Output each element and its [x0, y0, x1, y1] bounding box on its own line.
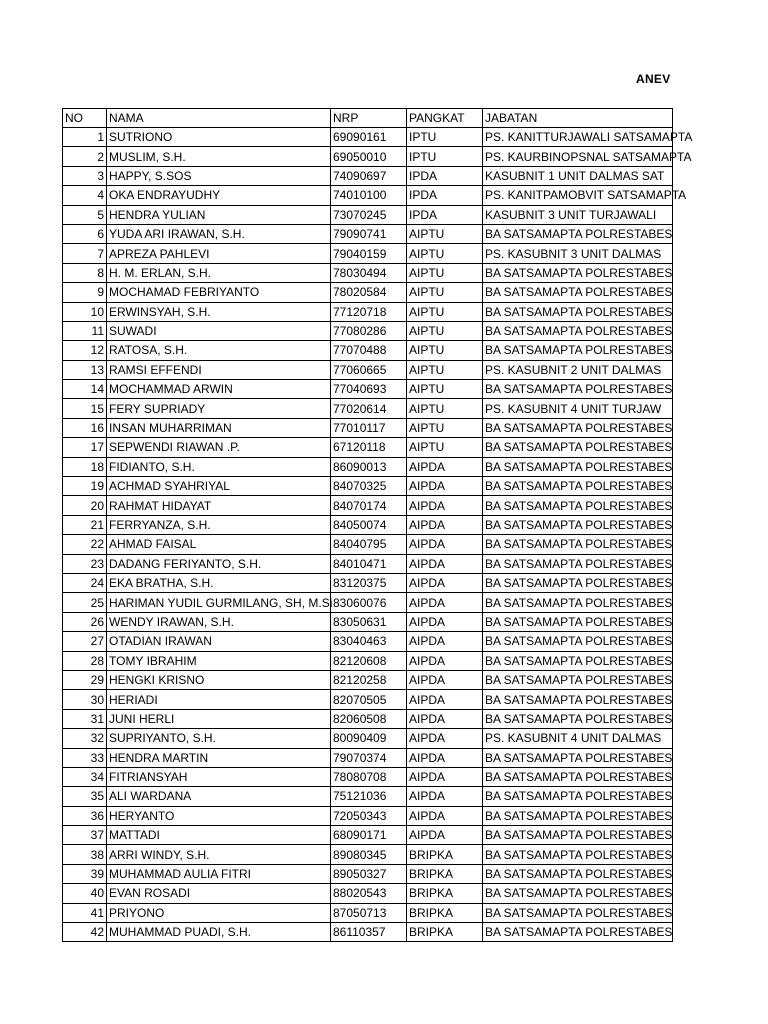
cell-jabatan: PS. KASUBNIT 3 UNIT DALMAS — [483, 244, 673, 263]
cell-jabatan: BA SATSAMAPTA POLRESTABES — [483, 438, 673, 457]
cell-jabatan: BA SATSAMAPTA POLRESTABES — [483, 496, 673, 515]
cell-nama: SUWADI — [107, 321, 331, 340]
cell-pangkat: AIPDA — [407, 767, 483, 786]
cell-nrp: 84070325 — [331, 477, 407, 496]
table-row — [63, 321, 673, 340]
cell-no: 14 — [63, 380, 107, 399]
cell-no: 19 — [63, 477, 107, 496]
table-row — [63, 690, 673, 709]
cell-pangkat: AIPTU — [407, 418, 483, 437]
cell-no: 33 — [63, 748, 107, 767]
cell-nama: HENDRA YULIAN — [107, 205, 331, 224]
cell-nrp: 82060508 — [331, 709, 407, 728]
cell-pangkat: AIPDA — [407, 709, 483, 728]
table-row — [63, 438, 673, 457]
cell-no: 28 — [63, 651, 107, 670]
cell-pangkat: AIPTU — [407, 283, 483, 302]
table-row — [63, 612, 673, 631]
cell-pangkat: AIPTU — [407, 341, 483, 360]
cell-pangkat: AIPTU — [407, 438, 483, 457]
cell-no: 17 — [63, 438, 107, 457]
cell-jabatan: BA SATSAMAPTA POLRESTABES — [483, 593, 673, 612]
table-row — [63, 399, 673, 418]
cell-jabatan: BA SATSAMAPTA POLRESTABES — [483, 612, 673, 631]
table-row — [63, 515, 673, 534]
cell-nrp: 75121036 — [331, 787, 407, 806]
cell-no: 5 — [63, 205, 107, 224]
table-row — [63, 186, 673, 205]
cell-nama: OTADIAN IRAWAN — [107, 632, 331, 651]
cell-jabatan: BA SATSAMAPTA POLRESTABES — [483, 535, 673, 554]
cell-nama: AHMAD FAISAL — [107, 535, 331, 554]
cell-pangkat: BRIPKA — [407, 864, 483, 883]
header-jabatan: JABATAN — [483, 109, 673, 128]
cell-pangkat: AIPDA — [407, 826, 483, 845]
cell-nrp: 67120118 — [331, 438, 407, 457]
cell-nama: HENGKI KRISNO — [107, 670, 331, 689]
cell-jabatan: BA SATSAMAPTA POLRESTABES — [483, 806, 673, 825]
table-row — [63, 418, 673, 437]
cell-nama: INSAN MUHARRIMAN — [107, 418, 331, 437]
cell-no: 32 — [63, 729, 107, 748]
cell-no: 31 — [63, 709, 107, 728]
cell-pangkat: AIPDA — [407, 477, 483, 496]
cell-nrp: 69050010 — [331, 147, 407, 166]
cell-no: 30 — [63, 690, 107, 709]
cell-nama: ERWINSYAH, S.H. — [107, 302, 331, 321]
cell-nrp: 87050713 — [331, 903, 407, 922]
cell-nama: MOCHAMAD FEBRIYANTO — [107, 283, 331, 302]
table-row — [63, 205, 673, 224]
cell-jabatan: BA SATSAMAPTA POLRESTABES — [483, 418, 673, 437]
cell-nrp: 79070374 — [331, 748, 407, 767]
cell-nama: RAMSI EFFENDI — [107, 360, 331, 379]
cell-no: 42 — [63, 923, 107, 942]
cell-pangkat: BRIPKA — [407, 903, 483, 922]
cell-nrp: 84040795 — [331, 535, 407, 554]
table-row — [63, 283, 673, 302]
table-row — [63, 864, 673, 883]
header-pangkat: PANGKAT — [407, 109, 483, 128]
cell-nrp: 83050631 — [331, 612, 407, 631]
cell-pangkat: AIPTU — [407, 224, 483, 243]
cell-jabatan: BA SATSAMAPTA POLRESTABES — [483, 651, 673, 670]
cell-no: 11 — [63, 321, 107, 340]
cell-pangkat: AIPDA — [407, 806, 483, 825]
table-row — [63, 147, 673, 166]
cell-no: 9 — [63, 283, 107, 302]
cell-no: 23 — [63, 554, 107, 573]
cell-jabatan: BA SATSAMAPTA POLRESTABES — [483, 884, 673, 903]
cell-jabatan: PS. KANITTURJAWALI SATSAMAPTA — [483, 128, 673, 147]
table-row — [63, 709, 673, 728]
cell-nama: H. M. ERLAN, S.H. — [107, 263, 331, 282]
cell-pangkat: AIPTU — [407, 263, 483, 282]
cell-no: 7 — [63, 244, 107, 263]
table-row — [63, 806, 673, 825]
cell-pangkat: AIPDA — [407, 457, 483, 476]
cell-no: 12 — [63, 341, 107, 360]
cell-nrp: 73070245 — [331, 205, 407, 224]
cell-nrp: 77120718 — [331, 302, 407, 321]
cell-pangkat: AIPDA — [407, 651, 483, 670]
cell-nrp: 72050343 — [331, 806, 407, 825]
page-title: ANEV — [636, 72, 671, 86]
table-row — [63, 302, 673, 321]
cell-jabatan: PS. KASUBNIT 4 UNIT DALMAS — [483, 729, 673, 748]
cell-nrp: 77080286 — [331, 321, 407, 340]
cell-nama: MUHAMMAD AULIA FITRI — [107, 864, 331, 883]
cell-jabatan: BA SATSAMAPTA POLRESTABES — [483, 690, 673, 709]
cell-no: 18 — [63, 457, 107, 476]
cell-jabatan: BA SATSAMAPTA POLRESTABES — [483, 515, 673, 534]
cell-pangkat: IPTU — [407, 128, 483, 147]
cell-nrp: 84010471 — [331, 554, 407, 573]
table-row — [63, 263, 673, 282]
cell-nrp: 78020584 — [331, 283, 407, 302]
cell-nrp: 79090741 — [331, 224, 407, 243]
cell-no: 10 — [63, 302, 107, 321]
table-row — [63, 128, 673, 147]
cell-nrp: 83040463 — [331, 632, 407, 651]
table-row — [63, 826, 673, 845]
cell-nrp: 77070488 — [331, 341, 407, 360]
cell-jabatan: BA SATSAMAPTA POLRESTABES — [483, 283, 673, 302]
cell-jabatan: KASUBNIT 1 UNIT DALMAS SAT — [483, 166, 673, 185]
cell-nrp: 83120375 — [331, 573, 407, 592]
cell-nama: ALI WARDANA — [107, 787, 331, 806]
cell-nama: TOMY IBRAHIM — [107, 651, 331, 670]
cell-nrp: 68090171 — [331, 826, 407, 845]
cell-jabatan: BA SATSAMAPTA POLRESTABES — [483, 864, 673, 883]
cell-nrp: 77020614 — [331, 399, 407, 418]
cell-nrp: 78080708 — [331, 767, 407, 786]
cell-pangkat: AIPDA — [407, 748, 483, 767]
cell-nrp: 89080345 — [331, 845, 407, 864]
cell-jabatan: KASUBNIT 3 UNIT TURJAWALI — [483, 205, 673, 224]
cell-nama: YUDA ARI IRAWAN, S.H. — [107, 224, 331, 243]
table-row — [63, 496, 673, 515]
cell-nrp: 77010117 — [331, 418, 407, 437]
cell-nama: OKA ENDRAYUDHY — [107, 186, 331, 205]
cell-jabatan: BA SATSAMAPTA POLRESTABES — [483, 380, 673, 399]
cell-nama: EKA BRATHA, S.H. — [107, 573, 331, 592]
cell-no: 4 — [63, 186, 107, 205]
personnel-table — [62, 108, 693, 942]
cell-nama: HERYANTO — [107, 806, 331, 825]
cell-no: 25 — [63, 593, 107, 612]
cell-pangkat: AIPTU — [407, 321, 483, 340]
table-row — [63, 903, 673, 922]
table-row — [63, 593, 673, 612]
cell-jabatan: PS. KAURBINOPSNAL SATSAMAPTA — [483, 147, 673, 166]
cell-no: 1 — [63, 128, 107, 147]
cell-nrp: 84070174 — [331, 496, 407, 515]
cell-pangkat: AIPDA — [407, 787, 483, 806]
cell-jabatan: BA SATSAMAPTA POLRESTABES — [483, 632, 673, 651]
cell-nama: PRIYONO — [107, 903, 331, 922]
cell-nama: SEPWENDI RIAWAN .P. — [107, 438, 331, 457]
cell-no: 36 — [63, 806, 107, 825]
cell-no: 38 — [63, 845, 107, 864]
cell-nama: FIDIANTO, S.H. — [107, 457, 331, 476]
cell-no: 27 — [63, 632, 107, 651]
cell-jabatan: PS. KASUBNIT 2 UNIT DALMAS — [483, 360, 673, 379]
cell-jabatan: BA SATSAMAPTA POLRESTABES — [483, 748, 673, 767]
cell-nama: HENDRA MARTIN — [107, 748, 331, 767]
table-row — [63, 632, 673, 651]
cell-no: 35 — [63, 787, 107, 806]
cell-nrp: 80090409 — [331, 729, 407, 748]
cell-nrp: 77060665 — [331, 360, 407, 379]
cell-no: 15 — [63, 399, 107, 418]
cell-no: 41 — [63, 903, 107, 922]
table-row — [63, 244, 673, 263]
cell-pangkat: AIPTU — [407, 302, 483, 321]
cell-nama: SUTRIONO — [107, 128, 331, 147]
table-row — [63, 224, 673, 243]
cell-nrp: 83060076 — [331, 593, 407, 612]
cell-jabatan: BA SATSAMAPTA POLRESTABES — [483, 709, 673, 728]
cell-nama: FERRYANZA, S.H. — [107, 515, 331, 534]
cell-nrp: 74010100 — [331, 186, 407, 205]
cell-nama: APREZA PAHLEVI — [107, 244, 331, 263]
cell-no: 6 — [63, 224, 107, 243]
cell-jabatan: BA SATSAMAPTA POLRESTABES — [483, 845, 673, 864]
cell-no: 16 — [63, 418, 107, 437]
cell-pangkat: AIPDA — [407, 690, 483, 709]
cell-no: 20 — [63, 496, 107, 515]
cell-no: 24 — [63, 573, 107, 592]
table-header-row — [63, 109, 673, 128]
cell-no: 29 — [63, 670, 107, 689]
table-row — [63, 651, 673, 670]
cell-nrp: 82120608 — [331, 651, 407, 670]
cell-no: 3 — [63, 166, 107, 185]
cell-pangkat: AIPTU — [407, 399, 483, 418]
table-row — [63, 767, 673, 786]
cell-no: 37 — [63, 826, 107, 845]
cell-pangkat: AIPDA — [407, 573, 483, 592]
cell-jabatan: BA SATSAMAPTA POLRESTABES — [483, 573, 673, 592]
table-row — [63, 477, 673, 496]
cell-jabatan: BA SATSAMAPTA POLRESTABES — [483, 477, 673, 496]
table-row — [63, 923, 673, 942]
cell-pangkat: IPDA — [407, 166, 483, 185]
cell-pangkat: AIPTU — [407, 380, 483, 399]
header-no: NO — [63, 109, 107, 128]
cell-nrp: 89050327 — [331, 864, 407, 883]
cell-nrp: 78030494 — [331, 263, 407, 282]
cell-pangkat: AIPDA — [407, 554, 483, 573]
cell-pangkat: AIPTU — [407, 244, 483, 263]
cell-jabatan: BA SATSAMAPTA POLRESTABES — [483, 767, 673, 786]
cell-jabatan: BA SATSAMAPTA POLRESTABES — [483, 457, 673, 476]
cell-pangkat: AIPDA — [407, 496, 483, 515]
header-nrp: NRP — [331, 109, 407, 128]
cell-no: 26 — [63, 612, 107, 631]
cell-nrp: 69090161 — [331, 128, 407, 147]
cell-nama: FERY SUPRIADY — [107, 399, 331, 418]
cell-nama: MUHAMMAD PUADI, S.H. — [107, 923, 331, 942]
cell-nama: JUNI HERLI — [107, 709, 331, 728]
table-row — [63, 457, 673, 476]
cell-pangkat: IPTU — [407, 147, 483, 166]
cell-nrp: 82070505 — [331, 690, 407, 709]
cell-nrp: 79040159 — [331, 244, 407, 263]
cell-nama: RAHMAT HIDAYAT — [107, 496, 331, 515]
cell-no: 21 — [63, 515, 107, 534]
cell-no: 13 — [63, 360, 107, 379]
table-row — [63, 166, 673, 185]
cell-nrp: 88020543 — [331, 884, 407, 903]
cell-nama: MUSLIM, S.H. — [107, 147, 331, 166]
cell-nama: DADANG FERIYANTO, S.H. — [107, 554, 331, 573]
cell-pangkat: AIPDA — [407, 729, 483, 748]
cell-nrp: 82120258 — [331, 670, 407, 689]
cell-nama: EVAN ROSADI — [107, 884, 331, 903]
cell-nama: MATTADI — [107, 826, 331, 845]
cell-no: 34 — [63, 767, 107, 786]
table-row — [63, 845, 673, 864]
cell-pangkat: AIPDA — [407, 612, 483, 631]
table-row — [63, 748, 673, 767]
table-row — [63, 341, 673, 360]
cell-pangkat: AIPDA — [407, 670, 483, 689]
table-row — [63, 573, 673, 592]
table-row — [63, 884, 673, 903]
table-row — [63, 554, 673, 573]
cell-nama: HAPPY, S.SOS — [107, 166, 331, 185]
cell-jabatan: BA SATSAMAPTA POLRESTABES — [483, 263, 673, 282]
cell-no: 39 — [63, 864, 107, 883]
cell-jabatan: BA SATSAMAPTA POLRESTABES — [483, 554, 673, 573]
cell-jabatan: BA SATSAMAPTA POLRESTABES — [483, 224, 673, 243]
cell-jabatan: BA SATSAMAPTA POLRESTABES — [483, 903, 673, 922]
cell-jabatan: BA SATSAMAPTA POLRESTABES — [483, 670, 673, 689]
table-row — [63, 535, 673, 554]
cell-nama: HARIMAN YUDIL GURMILANG, SH, M.Si — [107, 593, 331, 612]
cell-pangkat: IPDA — [407, 186, 483, 205]
cell-nama: SUPRIYANTO, S.H. — [107, 729, 331, 748]
cell-pangkat: BRIPKA — [407, 845, 483, 864]
cell-no: 2 — [63, 147, 107, 166]
cell-no: 40 — [63, 884, 107, 903]
cell-pangkat: BRIPKA — [407, 923, 483, 942]
cell-jabatan: BA SATSAMAPTA POLRESTABES — [483, 787, 673, 806]
cell-nrp: 74090697 — [331, 166, 407, 185]
cell-nama: MOCHAMMAD ARWIN — [107, 380, 331, 399]
cell-jabatan: BA SATSAMAPTA POLRESTABES — [483, 302, 673, 321]
table-row — [63, 729, 673, 748]
cell-nama: FITRIANSYAH — [107, 767, 331, 786]
cell-jabatan: BA SATSAMAPTA POLRESTABES — [483, 341, 673, 360]
cell-no: 22 — [63, 535, 107, 554]
cell-jabatan: PS. KASUBNIT 4 UNIT TURJAW — [483, 399, 673, 418]
cell-pangkat: AIPDA — [407, 515, 483, 534]
cell-nama: HERIADI — [107, 690, 331, 709]
cell-nama: RATOSA, S.H. — [107, 341, 331, 360]
cell-pangkat: IPDA — [407, 205, 483, 224]
cell-pangkat: AIPDA — [407, 535, 483, 554]
cell-jabatan: BA SATSAMAPTA POLRESTABES — [483, 923, 673, 942]
cell-pangkat: BRIPKA — [407, 884, 483, 903]
cell-jabatan: BA SATSAMAPTA POLRESTABES — [483, 321, 673, 340]
cell-jabatan: BA SATSAMAPTA POLRESTABES — [483, 826, 673, 845]
cell-jabatan: PS. KANITPAMOBVIT SATSAMAPTA — [483, 186, 673, 205]
table-row — [63, 380, 673, 399]
table-row — [63, 670, 673, 689]
personnel-table-container — [62, 108, 693, 942]
cell-nama: ARRI WINDY, S.H. — [107, 845, 331, 864]
table-row — [63, 360, 673, 379]
cell-nrp: 86090013 — [331, 457, 407, 476]
cell-nama: WENDY IRAWAN, S.H. — [107, 612, 331, 631]
cell-nama: ACHMAD SYAHRIYAL — [107, 477, 331, 496]
cell-pangkat: AIPDA — [407, 593, 483, 612]
table-row — [63, 787, 673, 806]
cell-pangkat: AIPTU — [407, 360, 483, 379]
cell-nrp: 86110357 — [331, 923, 407, 942]
cell-nrp: 77040693 — [331, 380, 407, 399]
header-nama: NAMA — [107, 109, 331, 128]
cell-pangkat: AIPDA — [407, 632, 483, 651]
cell-no: 8 — [63, 263, 107, 282]
cell-nrp: 84050074 — [331, 515, 407, 534]
